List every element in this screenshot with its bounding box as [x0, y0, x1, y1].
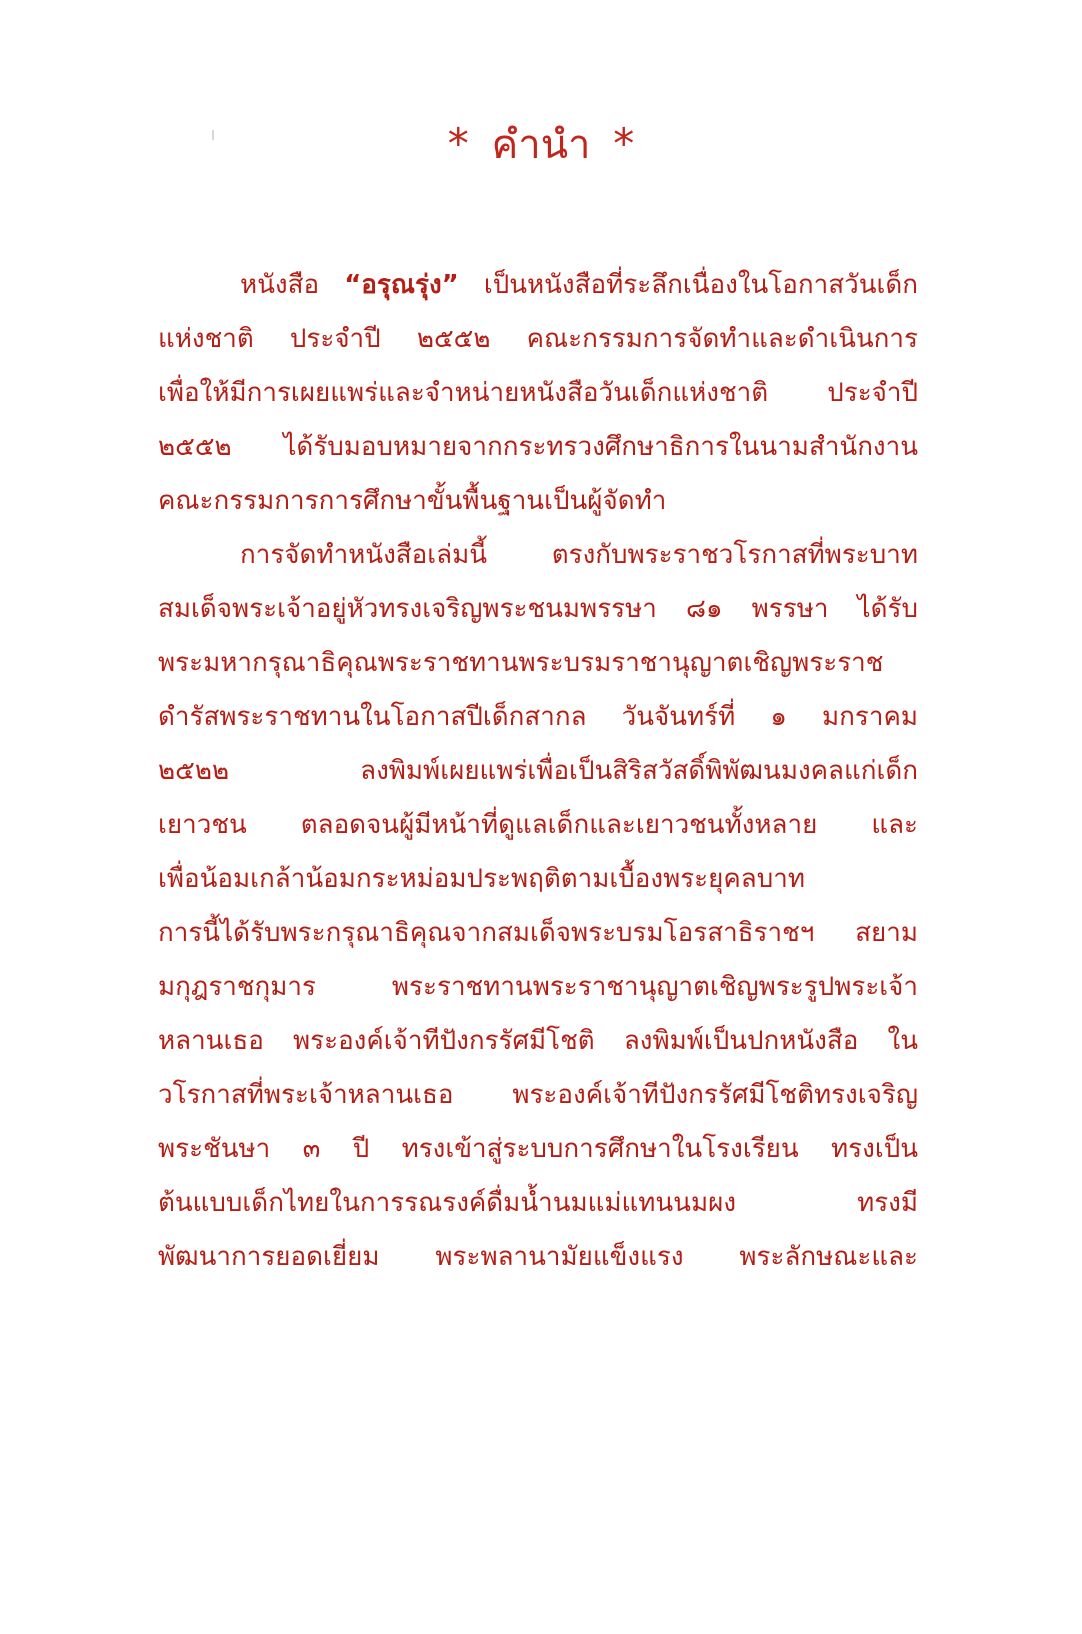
text-line: [158, 258, 918, 312]
word: พัฒนาการยอดเยี่ยม: [158, 1242, 380, 1272]
text-line: [158, 1068, 918, 1122]
word: สยาม: [855, 918, 918, 948]
text-line: [158, 582, 918, 636]
body-text: [158, 258, 918, 1284]
word: พระชันษา: [158, 1134, 271, 1164]
word: ทรงเข้าสู่ระบบการศึกษาในโรงเรียน: [401, 1134, 799, 1164]
word: ใน: [887, 1026, 918, 1056]
text-line: [158, 852, 918, 906]
text-line: [158, 474, 918, 528]
text-line: [158, 528, 918, 582]
word: พระพลานามัยแข็งแรง: [435, 1242, 684, 1272]
word: ทรงเป็น: [831, 1134, 918, 1164]
word: พระองค์เจ้าทีปังกรรัศมีโชติทรงเจริญ: [512, 1080, 918, 1110]
word: และ: [871, 810, 918, 840]
word: ดำรัสพระราชทานในโอกาสปีเด็กสากล: [158, 702, 587, 732]
text-line: [158, 960, 918, 1014]
word: ๒๕๒๒: [158, 756, 230, 786]
word: วโรกาสที่พระเจ้าหลานเธอ: [158, 1080, 454, 1110]
word: เป็นหนังสือที่ระลึกเนื่องในโอกาสวันเด็ก: [483, 270, 918, 300]
text-line: [158, 420, 918, 474]
text-line: [158, 798, 918, 852]
word: พรรษา: [751, 594, 829, 624]
text-line: [158, 744, 918, 798]
word: ต้นแบบเด็กไทยในการรณรงค์ดื่มน้ำนมแม่แทนนมผง: [158, 1188, 737, 1218]
word: การจัดทำหนังสือเล่มนี้: [240, 540, 487, 570]
text-line: [158, 690, 918, 744]
word: ลงพิมพ์เผยแพร่เพื่อเป็นสิริสวัสดิ์พิพัฒนมงคลแก่เด็ก: [360, 756, 918, 786]
word: เพื่อให้มีการเผยแพร่และจำหน่ายหนังสือวันเด็กแห่งชาติ: [158, 378, 769, 408]
page-title: [0, 118, 1082, 171]
word: พระมหากรุณาธิคุณพระราชทานพระบรมราชานุญาตเชิญพระราช: [158, 648, 884, 678]
text-line: [158, 1176, 918, 1230]
word: ได้รับมอบหมายจากกระทรวงศึกษาธิการในนามสำนักงาน: [283, 432, 918, 462]
word: ปี: [352, 1134, 370, 1164]
word: “อรุณรุ่ง”: [344, 270, 459, 300]
word: ลงพิมพ์เป็นปกหนังสือ: [623, 1026, 859, 1056]
word: คณะกรรมการการศึกษาขั้นพื้นฐานเป็นผู้จัดทำ: [158, 486, 667, 516]
title-star-right: *: [613, 119, 635, 168]
text-line: [158, 636, 918, 690]
word: ทรงมี: [857, 1188, 918, 1218]
word: ๓: [302, 1134, 321, 1164]
word: ๘๑: [685, 594, 723, 624]
word: หนังสือ: [240, 270, 320, 300]
text-line: [158, 312, 918, 366]
word: ประจำปี: [827, 378, 918, 408]
word: พระลักษณะและ: [739, 1242, 918, 1272]
text-line: [158, 1230, 918, 1284]
word: มกุฎราชกุมาร: [158, 972, 316, 1002]
word: ได้รับ: [857, 594, 918, 624]
title-star-left: *: [447, 119, 469, 168]
title-text: คำนำ: [491, 122, 591, 168]
word: ๑: [770, 702, 787, 732]
text-line: [158, 1014, 918, 1068]
word: ประจำปี: [289, 324, 381, 354]
word: เพื่อน้อมเกล้าน้อมกระหม่อมประพฤติตามเบื้องพระยุคลบาท: [158, 864, 805, 894]
word: พระองค์เจ้าทีปังกรรัศมีโชติ: [293, 1026, 595, 1056]
word: เยาวชน: [158, 810, 247, 840]
text-line: [158, 906, 918, 960]
word: การนี้ได้รับพระกรุณาธิคุณจากสมเด็จพระบรมโอรสาธิราชฯ: [158, 918, 815, 948]
word: ๒๕๕๒: [158, 432, 232, 462]
word: สมเด็จพระเจ้าอยู่หัวทรงเจริญพระชนมพรรษา: [158, 594, 657, 624]
word: คณะกรรมการจัดทำและดำเนินการ: [526, 324, 918, 354]
word: มกราคม: [822, 702, 918, 732]
word: แห่งชาติ: [158, 324, 254, 354]
text-line: [158, 366, 918, 420]
word: ตรงกับพระราชวโรกาสที่พระบาท: [551, 540, 918, 570]
word: ตลอดจนผู้มีหน้าที่ดูแลเด็กและเยาวชนทั้งหลาย: [300, 810, 818, 840]
text-line: [158, 1122, 918, 1176]
word: ๒๕๕๒: [416, 324, 491, 354]
word: วันจันทร์ที่: [621, 702, 736, 732]
word: หลานเธอ: [158, 1026, 264, 1056]
word: พระราชทานพระราชานุญาตเชิญพระรูปพระเจ้า: [391, 972, 918, 1002]
